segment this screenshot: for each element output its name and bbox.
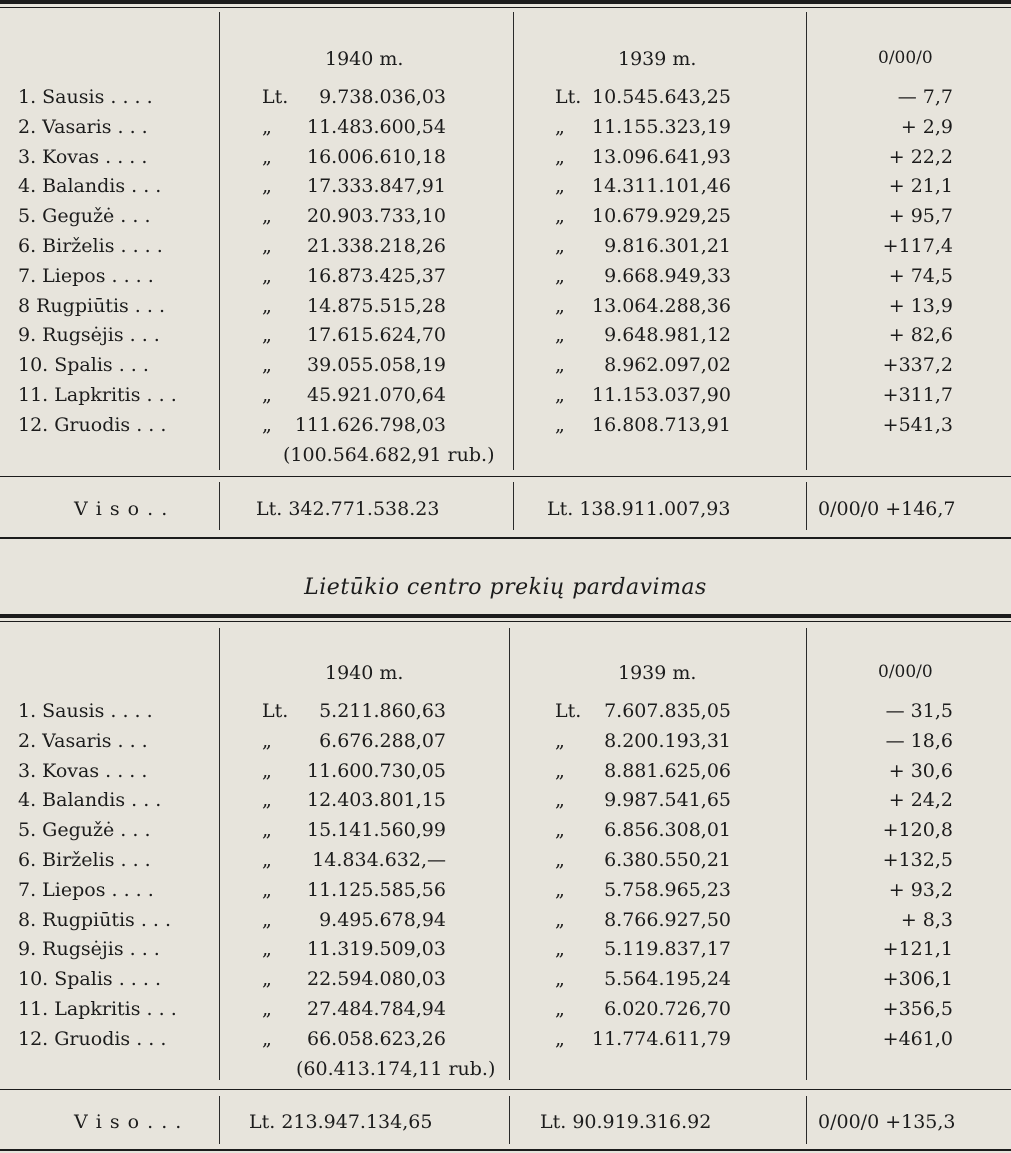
value-1939: 8.881.625,06 [604,759,731,782]
header-percent: 0/00/0 [878,48,933,68]
month-label: 3. Kovas . . . . [18,145,148,168]
top-rule [0,0,1011,4]
value-1939: 6.856.308,01 [604,819,731,842]
currency-1939: „ [555,354,565,377]
currency-1940: „ [262,729,272,752]
month-label: 3. Kovas . . . . [18,759,148,782]
currency-1939: „ [555,938,565,961]
currency-1940: „ [262,849,272,871]
value-1939: 16.808.713,91 [591,413,731,436]
currency-1939: „ [555,849,565,871]
value-1940: 11.319.509,03 [306,938,446,961]
total-percent: 0/00/0 +135,3 [818,1111,956,1133]
month-label: 8 Rugpiūtis . . . [18,294,166,317]
value-1939: 9.648.981,12 [604,324,731,347]
total-1940: Lt. 213.947.134,65 [249,1111,433,1133]
value-1940: 45.921.070,64 [306,384,446,406]
value-1939: 8.766.927,50 [604,908,731,931]
value-1940: 14.834.632,— [312,849,446,871]
month-label: 6. Birželis . . . [18,849,151,871]
currency-1940: „ [262,145,272,168]
table-row [0,384,1011,413]
table-row [0,1028,1011,1057]
currency-1939: „ [555,968,565,991]
percent-change: + 8,3 [900,908,953,931]
total-1940: Lt. 342.771.538.23 [256,498,440,520]
table-row [0,700,1011,729]
value-1940: 20.903.733,10 [306,205,446,228]
value-1940: 111.626.798,03 [294,413,446,436]
table-row [0,414,1011,443]
currency-1939: „ [555,175,565,198]
value-1939: 5.564.195,24 [604,968,731,991]
currency-1939: „ [555,413,565,436]
month-label: 4. Balandis . . . [18,789,162,812]
percent-change: + 82,6 [888,324,953,347]
currency-1940: „ [262,1027,272,1050]
currency-1940: „ [262,908,272,931]
month-label: 6. Birželis . . . . [18,235,163,257]
month-label: 11. Lapkritis . . . [18,384,177,406]
value-1940: 15.141.560,99 [306,819,446,842]
currency-1940: „ [262,413,272,436]
table2-total-row [0,1111,1011,1143]
currency-1940: „ [262,998,272,1020]
value-1939: 9.987.541,65 [604,789,731,812]
table-row [0,295,1011,324]
value-1940: 11.600.730,05 [306,759,446,782]
value-1939: 14.311.101,46 [591,175,731,198]
currency-1940: Lt. [262,700,289,722]
percent-change: — 31,5 [885,700,953,722]
table-row [0,819,1011,848]
table-row [0,205,1011,234]
table-row [0,938,1011,967]
currency-1939: „ [555,264,565,287]
value-1939: 11.155.323,19 [591,115,731,138]
value-1940: 6.676.288,07 [319,729,446,752]
currency-1939: „ [555,729,565,752]
percent-change: +306,1 [882,968,953,991]
header-1939: 1939 m. [618,48,697,70]
percent-change: +117,4 [882,235,953,257]
currency-1939: „ [555,235,565,257]
value-1940: 11.483.600,54 [306,115,446,138]
total-1939: Lt. 138.911.007,93 [547,498,731,520]
month-label: 2. Vasaris . . . [18,729,148,752]
value-1939: 8.962.097,02 [604,354,731,377]
month-label: 2. Vasaris . . . [18,115,148,138]
percent-change: + 2,9 [900,115,953,138]
value-1939: 6.380.550,21 [604,849,731,871]
top-rule-thin [0,7,1011,8]
header-1939: 1939 m. [618,662,697,684]
table2-bottom-rule [0,1149,1011,1151]
table-row [0,175,1011,204]
table-row [0,849,1011,878]
percent-change: + 95,7 [888,205,953,228]
month-label: 7. Liepos . . . . [18,264,154,287]
total-rule [0,476,1011,477]
table-row [0,998,1011,1027]
month-label: 9. Rugsėjis . . . [18,324,160,347]
rubles-note: (100.564.682,91 rub.) [283,444,495,466]
currency-1939: „ [555,819,565,842]
table-row [0,909,1011,938]
value-1940: 5.211.860,63 [319,700,446,722]
percent-change: +132,5 [882,849,953,871]
table-row [0,968,1011,997]
header-1940: 1940 m. [325,662,404,684]
top-rule-thin [0,621,1011,622]
table-row [0,235,1011,264]
currency-1940: „ [262,759,272,782]
currency-1940: „ [262,938,272,961]
percent-change: +461,0 [882,1027,953,1050]
table-row [0,789,1011,818]
currency-1940: „ [262,294,272,317]
total-1939: Lt. 90.919.316.92 [540,1111,712,1133]
month-label: 5. Gegužė . . . [18,819,151,842]
currency-1939: „ [555,145,565,168]
percent-change: +120,8 [882,819,953,842]
month-label: 8. Rugpiūtis . . . [18,908,172,931]
table-row [0,760,1011,789]
total-label: V i s o . . . [74,1111,183,1133]
currency-1939: „ [555,294,565,317]
value-1939: 5.119.837,17 [604,938,731,961]
table1-total-row [0,498,1011,530]
rubles-note: (60.413.174,11 rub.) [296,1058,496,1080]
percent-change: + 13,9 [888,294,953,317]
total-rule [0,1089,1011,1090]
currency-1939: „ [555,115,565,138]
currency-1940: „ [262,878,272,901]
currency-1940: Lt. [262,86,289,108]
currency-1939: „ [555,1027,565,1050]
value-1940: 16.873.425,37 [306,264,446,287]
value-1939: 13.064.288,36 [591,294,731,317]
percent-change: + 21,1 [888,175,953,198]
month-label: 10. Spalis . . . [18,354,149,377]
percent-change: + 74,5 [888,264,953,287]
value-1939: 11.774.611,79 [591,1027,731,1050]
value-1940: 17.333.847,91 [306,175,446,198]
value-1940: 39.055.058,19 [306,354,446,377]
month-label: 1. Sausis . . . . [18,700,153,722]
month-label: 9. Rugsėjis . . . [18,938,160,961]
table-row [0,354,1011,383]
currency-1939: „ [555,324,565,347]
percent-change: +311,7 [882,384,953,406]
value-1940: 27.484.784,94 [306,998,446,1020]
value-1939: 5.758.965,23 [604,878,731,901]
month-label: 5. Gegužė . . . [18,205,151,228]
table-row [0,324,1011,353]
value-1940: 11.125.585,56 [306,878,446,901]
header-percent: 0/00/0 [878,662,933,682]
value-1940: 21.338.218,26 [306,235,446,257]
currency-1940: „ [262,235,272,257]
month-label: 7. Liepos . . . . [18,878,154,901]
month-label: 1. Sausis . . . . [18,86,153,108]
table-row [0,265,1011,294]
currency-1939: „ [555,878,565,901]
month-label: 4. Balandis . . . [18,175,162,198]
percent-change: + 30,6 [888,759,953,782]
top-rule [0,614,1011,618]
currency-1940: „ [262,115,272,138]
percent-change: +121,1 [882,938,953,961]
value-1940: 22.594.080,03 [306,968,446,991]
value-1940: 9.738.036,03 [319,86,446,108]
section-title: Lietūkio centro prekių pardavimas [304,575,707,600]
month-label: 10. Spalis . . . . [18,968,161,991]
currency-1940: „ [262,789,272,812]
table-row [0,879,1011,908]
currency-1939: Lt. [555,700,582,722]
total-label: V i s o . . [74,498,169,520]
table1-bottom-rule [0,537,1011,539]
value-1939: 10.679.929,25 [591,205,731,228]
value-1939: 8.200.193,31 [604,729,731,752]
currency-1940: „ [262,205,272,228]
table-row [0,730,1011,759]
currency-1939: Lt. [555,86,582,108]
currency-1940: „ [262,264,272,287]
value-1939: 9.668.949,33 [604,264,731,287]
value-1939: 9.816.301,21 [604,235,731,257]
currency-1940: „ [262,819,272,842]
percent-change: + 93,2 [888,878,953,901]
currency-1940: „ [262,384,272,406]
percent-change: +541,3 [882,413,953,436]
currency-1939: „ [555,384,565,406]
percent-change: +356,5 [882,998,953,1020]
percent-change: + 24,2 [888,789,953,812]
month-label: 11. Lapkritis . . . [18,998,177,1020]
currency-1939: „ [555,908,565,931]
value-1940: 14.875.515,28 [306,294,446,317]
month-label: 12. Gruodis . . . [18,413,167,436]
value-1940: 16.006.610,18 [306,145,446,168]
header-1940: 1940 m. [325,48,404,70]
currency-1939: „ [555,998,565,1020]
currency-1940: „ [262,324,272,347]
value-1940: 9.495.678,94 [319,908,446,931]
percent-change: — 18,6 [885,729,953,752]
percent-change: +337,2 [882,354,953,377]
value-1939: 7.607.835,05 [604,700,731,722]
currency-1940: „ [262,175,272,198]
total-percent: 0/00/0 +146,7 [818,498,956,520]
value-1939: 11.153.037,90 [591,384,731,406]
value-1940: 17.615.624,70 [306,324,446,347]
table-row [0,146,1011,175]
value-1940: 66.058.623,26 [306,1027,446,1050]
percent-change: — 7,7 [897,86,953,108]
value-1939: 10.545.643,25 [591,86,731,108]
currency-1940: „ [262,968,272,991]
value-1939: 13.096.641,93 [591,145,731,168]
currency-1939: „ [555,205,565,228]
month-label: 12. Gruodis . . . [18,1027,167,1050]
currency-1939: „ [555,789,565,812]
percent-change: + 22,2 [888,145,953,168]
currency-1939: „ [555,759,565,782]
value-1939: 6.020.726,70 [604,998,731,1020]
table-row [0,116,1011,145]
value-1940: 12.403.801,15 [306,789,446,812]
currency-1940: „ [262,354,272,377]
table-row [0,86,1011,115]
